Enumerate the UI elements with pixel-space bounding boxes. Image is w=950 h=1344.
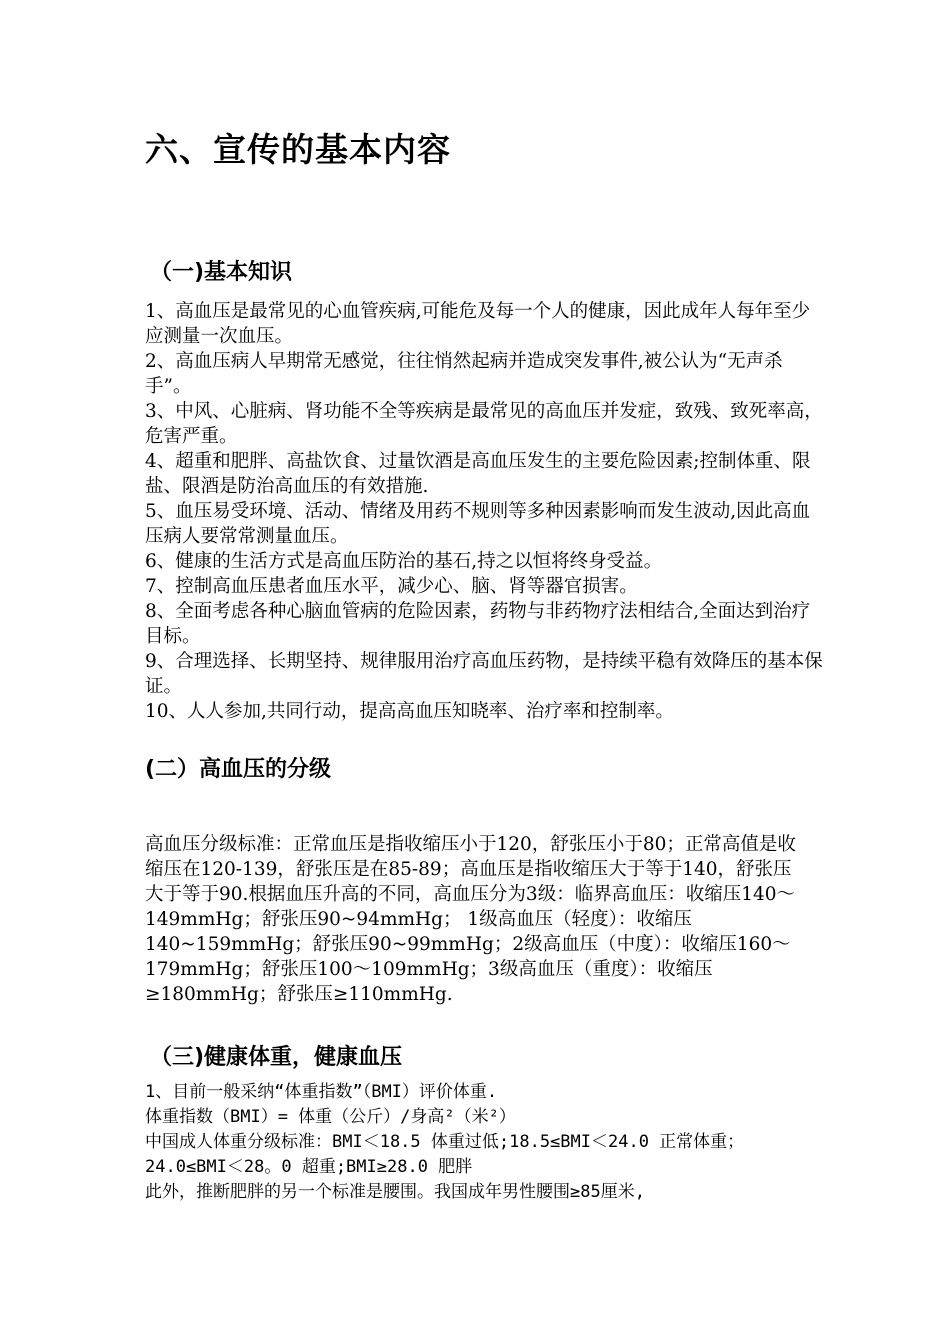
page-title: 六、宣传的基本内容 xyxy=(145,130,451,169)
list-item: 1、高血压是最常见的心血管疾病,可能危及每一个人的健康，因此成年人每年至少应测量一次血压。 xyxy=(145,301,811,347)
list-item: 10、人人参加,共同行动，提高高血压知晓率、治疗率和控制率。 xyxy=(145,701,674,722)
section-heading-healthy-weight: （三)健康体重，健康血压 xyxy=(150,1045,403,1070)
bmi-intro-line: 1、目前一般采纳“体重指数”（BMI）评价体重. xyxy=(145,1082,498,1102)
list-item: 2、高血压病人早期常无感觉，往往悄然起病并造成突发事件,被公认为“无声杀手”。 xyxy=(145,351,783,397)
section-heading-grading: (二）高血压的分级 xyxy=(145,757,332,782)
section-heading-basic-knowledge: （一)基本知识 xyxy=(150,260,293,285)
list-item: 8、全面考虑各种心脑血管病的危险因素，药物与非药物疗法相结合,全面达到治疗目标。 xyxy=(145,601,811,647)
bmi-standard-line: 中国成人体重分级标准：BMI＜18.5 体重过低;18.5≤BMI＜24.0 正常体重；24.0≤BMI＜28。0 超重;BMI≥28.0 肥胖 xyxy=(145,1132,745,1177)
healthy-weight-section xyxy=(145,1080,825,1205)
grading-paragraph: 高血压分级标准：正常血压是指收缩压小于120，舒张压小于80；正常高值是收缩压在120-139，舒张压是在85-89；高血压是指收缩压大于等于140，舒张压大于等于90.根据血压升高的不同，高血压分为3级：临界高血压：收缩压140～149mmHg；舒张压90~94mmHg； 1级高血压（轻度）：收缩压140~159mmHg；舒张压90~99mmHg；2级高血压（中度）：收缩压160～179mmHg；舒张压100～109mmHg；3级高血压（重度）：收缩压≥180mmHg；舒张压≥110mmHg. xyxy=(145,834,796,1005)
basic-knowledge-list xyxy=(145,299,825,724)
list-item: 3、中风、心脏病、肾功能不全等疾病是最常见的高血压并发症，致残、致死率高，危害严重。 xyxy=(145,401,823,447)
waist-line: 此外，推断肥胖的另一个标准是腰围。我国成年男性腰围≥85厘米, xyxy=(145,1182,645,1202)
list-item: 9、合理选择、长期坚持、规律服用治疗高血压药物，是持续平稳有效降压的基本保证。 xyxy=(145,651,823,697)
list-item: 7、控制高血压患者血压水平，减少心、脑、肾等器官损害。 xyxy=(145,576,638,597)
list-item: 4、超重和肥胖、高盐饮食、过量饮酒是高血压发生的主要危险因素;控制体重、限盐、限酒是防治高血压的有效措施. xyxy=(145,451,811,497)
list-item: 5、血压易受环境、活动、情绪及用药不规则等多种因素影响而发生波动,因此高血压病人要常常测量血压。 xyxy=(145,501,811,547)
list-item: 6、健康的生活方式是高血压防治的基石,持之以恒将终身受益。 xyxy=(145,551,663,572)
grading-section xyxy=(145,832,810,1007)
bmi-formula-line: 体重指数（BMI）= 体重（公斤）/身高²（米²） xyxy=(145,1107,516,1127)
